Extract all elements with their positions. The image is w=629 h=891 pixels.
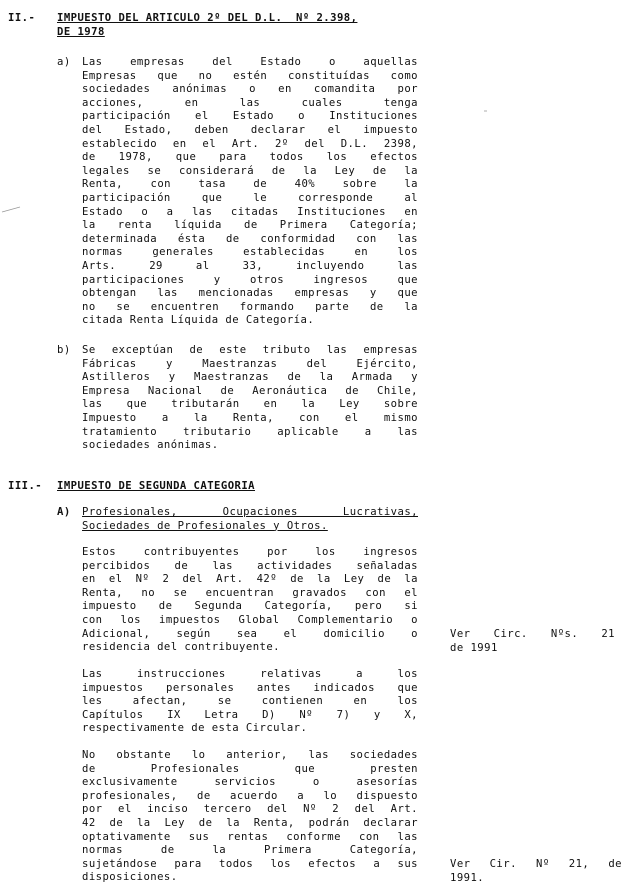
margin-note-line: de 1991 [450,641,498,654]
text-line: optativamente sus rentas conforme con las [82,830,418,843]
subtitle-line: Profesionales, Ocupaciones Lucrativas, [82,506,418,518]
text-line: de 1978, que para todos los efectos [82,151,418,164]
text-line: Se exceptúan de este tributo las empresas [82,344,418,356]
text-line: impuesto de Segunda Categoría, pero si [82,600,418,613]
subtitle-line: Sociedades de Profesionales y Otros. [82,519,328,532]
text-line: respectivamente de esta Circular. [82,722,308,735]
margin-note-line: 1991. [450,871,485,884]
text-line: con los impuestos Global Complementario o [82,613,418,626]
text-line: Empresa Nacional de Aeronáutica de Chile, [82,384,418,397]
text-line: Fábricas y Maestranzas del Ejército, [82,357,418,370]
text-line: por el inciso tercero del Nº 2 del Art. [82,803,418,816]
text-line: disposiciones. [82,871,178,884]
text-line: Impuesto a la Renta, con el mismo [82,411,418,424]
text-line: percibidos de las actividades señaladas [82,559,418,572]
text-line: Estos contribuyentes por los ingresos [82,546,418,558]
section-2-title-line: IMPUESTO DEL ARTICULO 2º DEL D.L. Nº 2.398, [57,12,358,24]
text-line: Las instrucciones relativas a los [82,668,418,680]
text-line: determinada ésta de conformidad con las [82,232,418,245]
text-line: establecido en el Art. 2º del D.L. 2398, [82,137,418,150]
text-line: exclusivamente servicios o asesorías [82,776,418,789]
text-line: participaciones y otros ingresos que [82,273,418,286]
text-line: las que tributarán en la Ley sobre [82,398,418,411]
text-line: de Profesionales que presten [82,762,418,775]
text-line: Capítulos IX Letra D) Nº 7) y X, [82,708,418,721]
margin-note-line: Ver Cir. Nº 21, de [450,858,622,870]
text-line: No obstante lo anterior, las sociedades [82,749,418,761]
section-3-item-a-label: A) [57,506,71,518]
text-line: legales se considerará de la Ley de la [82,164,418,177]
section-2-item-a-label: a) [57,56,71,68]
section-3-number: III.- [8,480,43,492]
text-line: 42 de la Ley de la Renta, podrán declarar [82,816,418,829]
section-3-title: IMPUESTO DE SEGUNDA CATEGORIA [57,480,256,492]
section-2-item-b-label: b) [57,344,71,356]
text-line: obtengan las mencionadas empresas y que [82,287,418,300]
text-line: residencia del contribuyente. [82,641,281,654]
section-2-title-line: DE 1978 [57,25,105,38]
text-line: sociedades anónimas. [82,439,219,452]
text-line: participación el Estado o Instituciones [82,110,418,123]
text-line: Arts. 29 al 33, incluyendo las [82,259,418,272]
text-line: les afectan, se contienen en los [82,695,418,708]
text-line: no se encuentren formando parte de la [82,300,418,313]
text-line: tratamiento tributario aplicable a las [82,425,418,438]
text-line: Estado o a las citadas Instituciones en [82,205,418,218]
text-line: participación que le corresponde al [82,191,418,204]
text-line: Renta, no se encuentran gravados con el [82,586,418,599]
scan-mark [2,207,20,212]
text-line: la renta líquida de Primera Categoría; [82,219,418,232]
text-line: normas de la Primera Categoría, [82,844,418,857]
text-line: sujetándose para todos los efectos a sus [82,857,418,870]
text-line: Las empresas del Estado o aquellas [82,56,418,68]
text-line: del Estado, deben declarar el impuesto [82,123,418,136]
text-line: citada Renta Líquida de Categoría. [82,314,315,327]
section-2-number: II.- [8,12,36,24]
text-line: profesionales, de acuerdo a lo dispuesto [82,789,418,802]
text-line: Adicional, según sea el domicilio o [82,627,418,640]
margin-note-line: Ver Circ. Nºs. 21 [450,628,615,640]
text-line: Renta, con tasa de 40% sobre la [82,178,418,191]
text-line: acciones, en las cuales tenga [82,96,418,109]
text-line: normas generales establecidas en los [82,246,418,259]
text-line: en el Nº 2 del Art. 42º de la Ley de la [82,573,418,586]
text-line: sociedades anónimas o en comandita por [82,83,418,96]
text-line: impuestos personales antes indicados que [82,681,418,694]
text-line: Astilleros y Maestranzas de la Armada y [82,371,418,384]
text-line: Empresas que no estén constituídas como [82,69,418,82]
